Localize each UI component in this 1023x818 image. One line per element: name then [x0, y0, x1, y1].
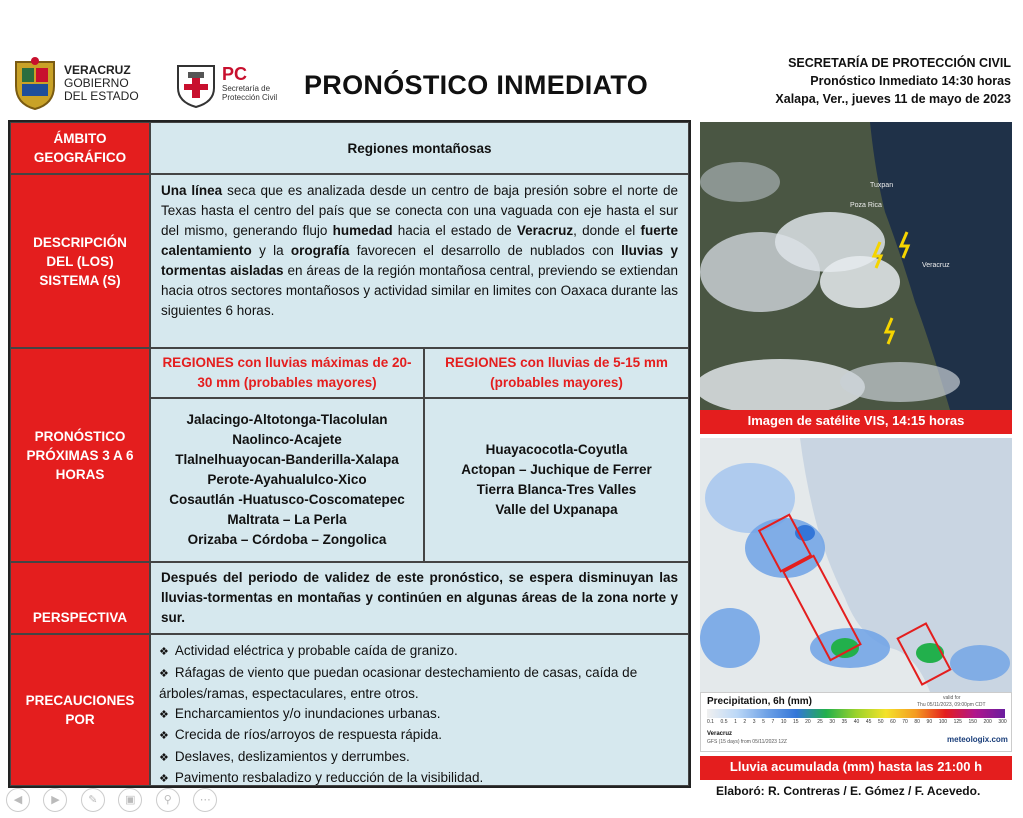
- ambito-value: Regiones montañosas: [150, 122, 689, 174]
- sat-label: Poza Rica: [850, 202, 882, 209]
- scale-tick: 125: [953, 719, 962, 725]
- precip-color-bar: [707, 709, 1005, 718]
- desc-part: , donde el: [573, 223, 641, 238]
- precauciones-list: [151, 635, 688, 790]
- desc-part: Veracruz: [516, 223, 574, 238]
- precip-map-icon: [700, 438, 1012, 692]
- precaution-item: ❖ Pavimento resbaladizo y reducción de la visibilidad.: [159, 768, 680, 790]
- scale-tick: 2: [743, 719, 747, 725]
- region-item: Valle del Uxpanapa: [495, 502, 618, 517]
- region-item: Perote-Ayahualulco-Xico: [207, 472, 367, 487]
- precaution-item: ❖ Actividad eléctrica y probable caída de granizo.: [159, 641, 680, 663]
- precip-legend: [700, 692, 1012, 752]
- satellite-caption: Imagen de satélite VIS, 14:15 horas: [700, 410, 1012, 434]
- region-item: Tierra Blanca-Tres Valles: [476, 482, 637, 497]
- pc-sub-line-2: Protección Civil: [222, 93, 278, 102]
- region-item: Maltrata – La Perla: [227, 512, 347, 527]
- desc-part: en áreas de la región montañosa central, previendo se extiendan hacia otros sectores montañosos y actividad similar en limites con Oaxaca durante las siguientes 6 horas.: [161, 263, 678, 318]
- header-info: [775, 54, 1011, 108]
- perspectiva-text: Después del periodo de validez de este pronóstico, se espera disminuyan las lluvias-tormentas en montañas y continúen en algunas áreas de la zona norte y sur.: [150, 562, 689, 634]
- header-agency: SECRETARÍA DE PROTECCIÓN CIVIL: [788, 56, 1011, 70]
- pc-sub-line-1: Secretaría de: [222, 84, 271, 93]
- scale-tick: 50: [877, 719, 884, 725]
- region-item: Jalacingo-Altotonga-Tlacolulan: [186, 412, 388, 427]
- precaution-item: ❖ Crecida de ríos/arroyos de respuesta rápida.: [159, 725, 680, 747]
- veracruz-logo-text: [64, 64, 139, 103]
- scale-tick: 30: [829, 719, 835, 725]
- precip-model: GFS (15 days) from 05/11/2023 12Z: [707, 739, 787, 745]
- credits: Elaboró: R. Contreras / E. Gómez / F. Acevedo.: [716, 784, 981, 798]
- pronostico-label: PRONÓSTICO PRÓXIMAS 3 A 6 HORAS: [10, 348, 150, 562]
- col2-regions: [424, 398, 689, 562]
- logo-line-1: VERACRUZ: [64, 63, 131, 77]
- col2-header: REGIONES con lluvias de 5-15 mm (probables mayores): [424, 348, 689, 398]
- scale-tick: 100: [938, 719, 948, 725]
- col1-regions: [150, 398, 424, 562]
- precip-scale: [707, 719, 1007, 725]
- precaution-item: ❖ Deslaves, deslizamientos y derrumbes.: [159, 747, 680, 769]
- scale-tick: 3: [752, 719, 756, 725]
- satellite-map-icon: [700, 122, 1012, 410]
- region-item: Cosautlán -Huatusco-Coscomatepec: [169, 492, 405, 507]
- scale-tick: 15: [793, 719, 799, 725]
- scale-tick: 80: [914, 719, 920, 725]
- desc-part: fuerte calentamiento: [161, 223, 678, 258]
- region-item: Tlalnelhuayocan-Banderilla-Xalapa: [175, 452, 399, 467]
- scale-tick: 1: [734, 719, 737, 725]
- scale-tick: 150: [968, 719, 977, 725]
- more-icon[interactable]: ⋯: [193, 788, 217, 812]
- precip-valid-label: valid for: [943, 695, 961, 701]
- pc-logo-letters: PC: [222, 64, 248, 84]
- scale-tick: 5: [762, 719, 765, 725]
- scale-tick: 60: [890, 719, 896, 725]
- page-title: PRONÓSTICO INMEDIATO: [304, 70, 649, 100]
- precip-region: Veracruz: [707, 731, 733, 737]
- desc-part: hacia el estado de: [392, 223, 517, 238]
- scale-tick: 40: [853, 719, 860, 725]
- precip-valid-time: Thu 05/11/2023, 09:00pm CDT: [917, 702, 986, 708]
- precaution-item: ❖ Encharcamientos y/o inundaciones urbanas.: [159, 704, 680, 726]
- pen-icon[interactable]: ✎: [81, 788, 105, 812]
- scale-tick: 0.5: [720, 719, 728, 725]
- scale-tick: 10: [780, 719, 787, 725]
- logo-line-3: DEL ESTADO: [64, 89, 139, 103]
- viewer-toolbar: [6, 788, 236, 814]
- precaution-item: ❖ Ráfagas de viento que puedan ocasionar destechamiento de casas, caída de árboles/ramas, espectaculares, entre otros.: [159, 663, 680, 704]
- next-icon[interactable]: ▶: [43, 788, 67, 812]
- perspectiva-label: PERSPECTIVA: [10, 562, 150, 634]
- desc-part: seca que es analizada desde un centro de baja presión sobre el norte de Texas hasta el centro del país que se conecta con una vaguada con eje hasta el sur del mismo, generando flujo: [161, 183, 678, 238]
- scale-tick: 300: [998, 719, 1007, 725]
- veracruz-crest-icon: [12, 56, 58, 110]
- zoom-icon[interactable]: ⚲: [156, 788, 180, 812]
- scale-tick: 35: [841, 719, 848, 725]
- region-item: Huayacocotla-Coyutla: [485, 442, 628, 457]
- precipitation-map: [700, 438, 1012, 692]
- desc-part: orografía: [290, 243, 350, 258]
- scale-tick: 0.1: [707, 719, 714, 725]
- col1-header: REGIONES con lluvias máximas de 20-30 mm (probables mayores): [150, 348, 424, 398]
- forecast-table: [8, 120, 691, 788]
- scale-tick: 7: [771, 719, 775, 725]
- desc-part: favorecen el desarrollo de nublados con: [349, 243, 622, 258]
- header-date: Xalapa, Ver., jueves 11 de mayo de 2023: [775, 92, 1011, 106]
- sat-label: Tuxpan: [870, 182, 894, 189]
- region-item: Actopan – Juchique de Ferrer: [461, 462, 652, 477]
- desc-part: Una línea: [161, 183, 223, 198]
- veracruz-logo: [12, 56, 142, 110]
- region-item: Naolinco-Acajete: [232, 432, 342, 447]
- precip-brand: meteologix.com: [947, 735, 1008, 744]
- precauciones-label: PRECAUCIONES POR: [10, 634, 150, 786]
- desc-part: lluvias y tormentas aisladas: [161, 243, 678, 278]
- header-forecast-time: Pronóstico Inmediato 14:30 horas: [810, 74, 1011, 88]
- precip-caption: Lluvia acumulada (mm) hasta las 21:00 h: [700, 756, 1012, 780]
- scale-tick: 45: [865, 719, 872, 725]
- slides-icon[interactable]: ▣: [118, 788, 142, 812]
- scale-tick: 200: [983, 719, 992, 725]
- precip-legend-title: Precipitation, 6h (mm): [707, 696, 813, 707]
- sat-label: Veracruz: [922, 262, 950, 269]
- scale-tick: 25: [817, 719, 823, 725]
- prev-icon[interactable]: ◀: [6, 788, 30, 812]
- desc-part: humedad: [332, 223, 393, 238]
- desc-part: y la: [251, 243, 291, 258]
- pc-logo: [176, 62, 286, 110]
- ambito-label: ÁMBITO GEOGRÁFICO: [10, 122, 150, 174]
- satellite-image: [700, 122, 1012, 410]
- logo-line-2: GOBIERNO: [64, 76, 129, 90]
- pc-shield-icon: [176, 62, 216, 108]
- descripcion-label: DESCRIPCIÓN DEL (LOS) SISTEMA (S): [10, 174, 150, 348]
- descripcion-text: [150, 174, 689, 348]
- scale-tick: 90: [926, 719, 933, 725]
- precauciones-list-cell: [150, 634, 689, 786]
- pc-logo-subtitle: [222, 84, 292, 102]
- scale-tick: 70: [902, 719, 908, 725]
- scale-tick: 20: [805, 719, 811, 725]
- region-item: Orizaba – Córdoba – Zongolica: [187, 532, 387, 547]
